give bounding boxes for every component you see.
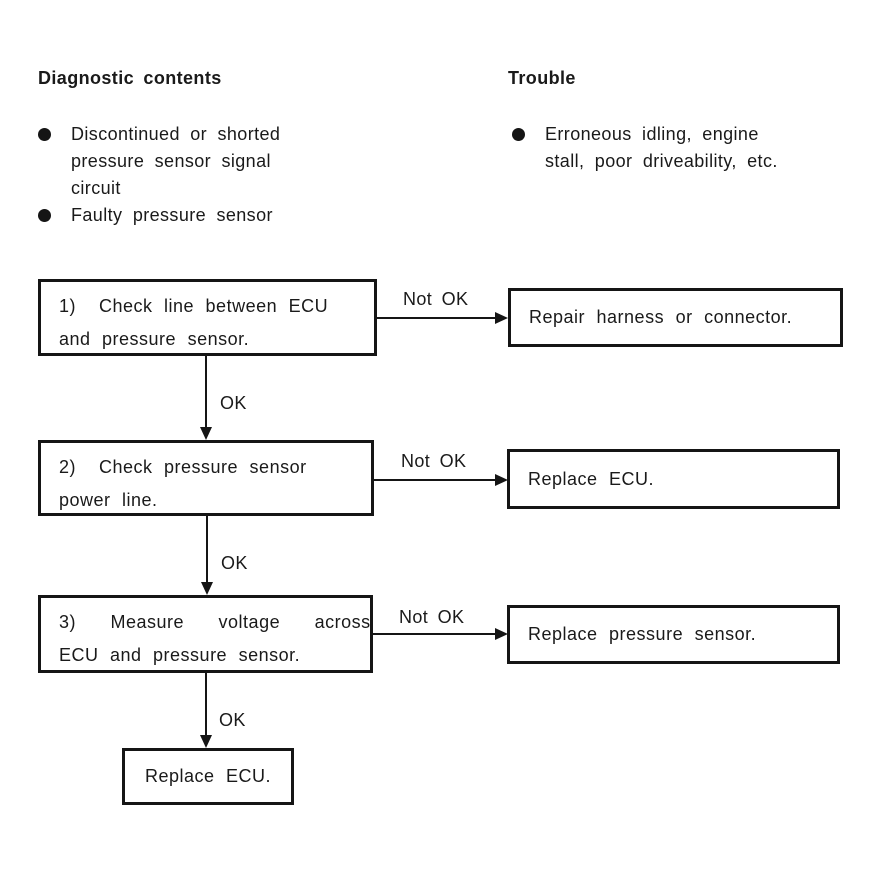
- arrowhead-right-icon: [495, 312, 508, 324]
- action-box-replace-pressure-sensor: [507, 605, 840, 664]
- not-ok-arrow-3: [373, 633, 495, 635]
- final-box-text: Replace ECU.: [145, 766, 272, 786]
- action-text: Replace pressure sensor.: [528, 624, 757, 644]
- not-ok-arrow-1: [377, 317, 495, 319]
- ok-label: OK: [219, 710, 246, 730]
- trouble-item: [512, 121, 852, 175]
- action-box-replace-ecu: [507, 449, 840, 509]
- not-ok-label: Not OK: [403, 289, 469, 309]
- diagnostic-contents-heading: Diagnostic contents: [38, 68, 222, 88]
- diagnostic-item: [38, 121, 378, 202]
- text-line: stall, poor driveability, etc.: [545, 151, 778, 171]
- text-line: pressure sensor signal: [71, 151, 271, 171]
- ok-arrow-2: [206, 516, 208, 583]
- ok-label: OK: [221, 553, 248, 573]
- text-line: Erroneous idling, engine: [545, 124, 759, 144]
- not-ok-arrow-2: [374, 479, 495, 481]
- step-2-box: [38, 440, 374, 516]
- diagnostic-contents-list: [38, 121, 378, 229]
- ok-label: OK: [220, 393, 247, 413]
- step-1-line: and pressure sensor.: [59, 329, 250, 349]
- bullet-icon: [512, 128, 525, 141]
- ok-arrow-3: [205, 673, 207, 736]
- arrowhead-down-icon: [200, 735, 212, 748]
- step-2-line: power line.: [59, 490, 158, 510]
- arrowhead-down-icon: [200, 427, 212, 440]
- bullet-icon: [38, 209, 51, 222]
- trouble-heading: Trouble: [508, 68, 576, 88]
- text-line: Discontinued or shorted: [71, 124, 281, 144]
- not-ok-label: Not OK: [401, 451, 467, 471]
- trouble-item-text: [545, 121, 778, 175]
- diagnostic-item: [38, 202, 378, 229]
- action-text: Replace ECU.: [528, 468, 655, 489]
- final-box-replace-ecu: [122, 748, 294, 805]
- bullet-icon: [38, 128, 51, 141]
- trouble-list: [512, 121, 852, 175]
- not-ok-label: Not OK: [399, 607, 465, 627]
- diagnostic-item-text: [71, 202, 273, 229]
- step-3-line: 3) Measure voltage across: [59, 612, 371, 632]
- text-line: Faulty pressure sensor: [71, 205, 273, 225]
- arrowhead-down-icon: [201, 582, 213, 595]
- step-1-line: 1) Check line between ECU: [59, 296, 329, 316]
- diagnostic-item-text: [71, 121, 280, 202]
- step-3-box: [38, 595, 373, 673]
- ok-arrow-1: [205, 356, 207, 428]
- action-box-repair-harness: [508, 288, 843, 347]
- action-text: Repair harness or connector.: [529, 307, 793, 327]
- step-1-box: [38, 279, 377, 356]
- step-2-line: 2) Check pressure sensor: [59, 457, 307, 477]
- step-3-line: ECU and pressure sensor.: [59, 645, 301, 665]
- text-line: circuit: [71, 178, 121, 198]
